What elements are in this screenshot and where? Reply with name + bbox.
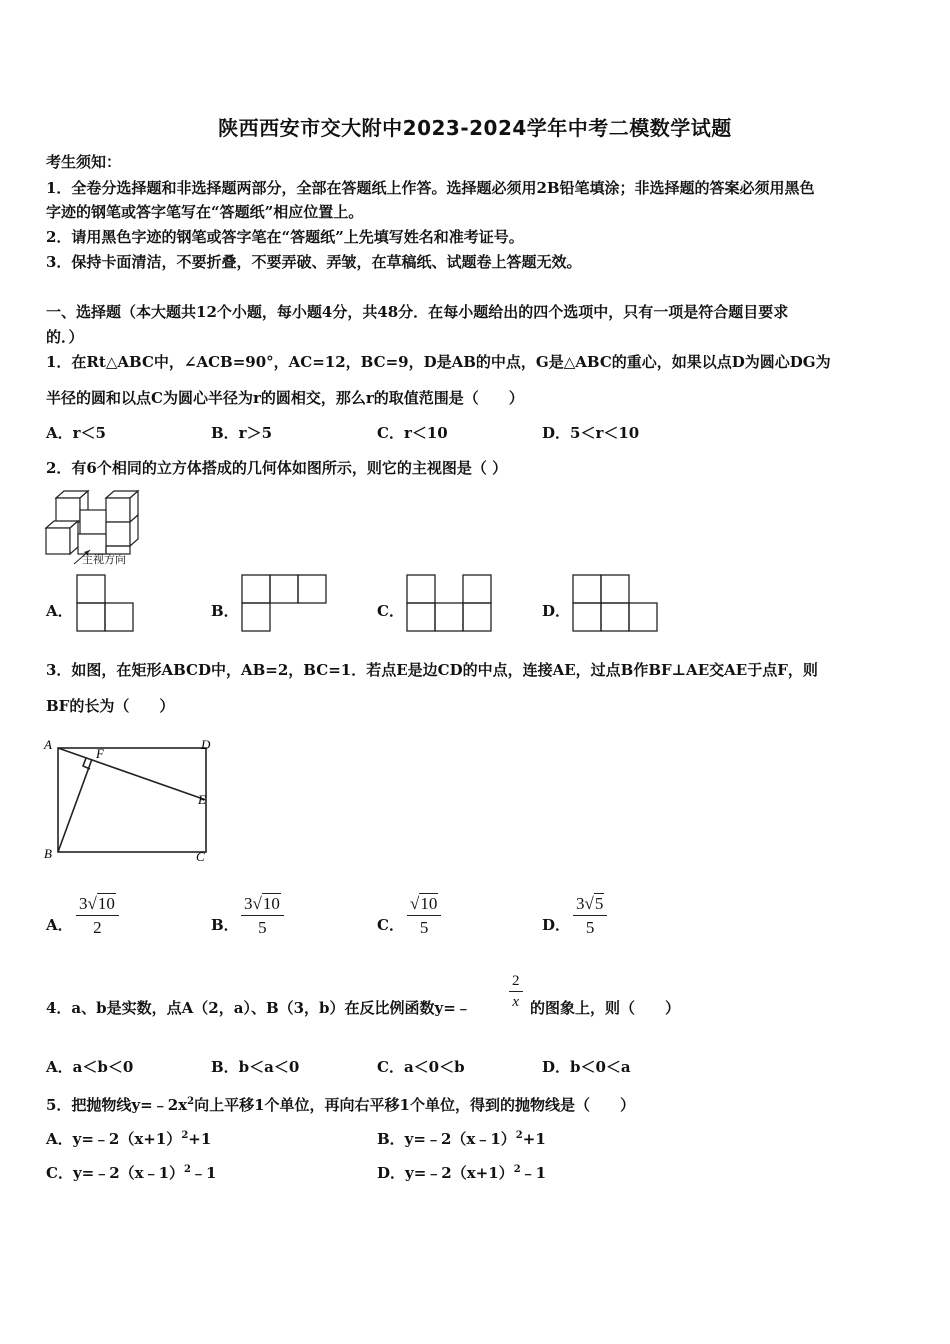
notice-line-1a: 1．全卷分选择题和非选择题两部分，全部在答题纸上作答。选择题必须用2B铅笔填涂；非选择题的答案必须用黑色	[46, 179, 815, 197]
q3-label-a: A	[44, 737, 52, 752]
notice-heading: 考生须知：	[46, 153, 122, 171]
q1-option-a: A．r＜5	[46, 424, 106, 442]
q3-stem-b: BF的长为（ ）	[46, 697, 175, 715]
q3-option-d-value: $\frac{3√5}{5}$	[573, 894, 607, 938]
q1-option-b: B．r＞5	[211, 424, 273, 442]
q2-option-b-figure	[241, 574, 331, 634]
q2-option-c-figure	[406, 574, 496, 634]
notice-line-1b: 字迹的钢笔或答字笔写在“答题纸”相应位置上。	[46, 203, 364, 221]
q4-stem-a: 4．a、b是实数，点A（2，a）、B（3，b）在反比例函数y=﹣	[46, 999, 471, 1017]
q5-option-b: B．y=﹣2（x﹣1）$^2$+1	[377, 1130, 546, 1148]
q5-option-a: A．$y=﹣2(x+1)^2+1$	[46, 1130, 212, 1148]
q2-option-d-figure	[572, 574, 662, 634]
q4-stem-b: 的图象上，则（ ）	[530, 999, 681, 1017]
q3-label-f: F	[96, 746, 104, 761]
page-title: 陕西西安市交大附中2023-2024学年中考二模数学试题	[218, 116, 732, 140]
q3-option-a-label: A．	[46, 916, 73, 934]
q3-option-b-label: B．	[211, 916, 239, 934]
q4-option-a: A．a＜b＜0	[46, 1058, 134, 1076]
q3-option-c-value: $\frac{√10}{5}$	[407, 894, 441, 938]
q2-stem: 2．有6个相同的立方体搭成的几何体如图所示，则它的主视图是（ ）	[46, 459, 508, 477]
q1-stem-b: 半径的圆和以点C为圆心半径为r的圆相交，那么r的取值范围是（ ）	[46, 389, 524, 407]
q3-option-a-value: $\frac{3√10}{2}$	[76, 894, 119, 938]
q3-stem-a: 3．如图，在矩形ABCD中，AB=2，BC=1．若点E是边CD的中点，连接AE，过点B作BF⊥AE交AE于点F，则	[46, 661, 818, 679]
q2-option-c-label: C．	[377, 602, 404, 620]
section-heading-b: 的．）	[46, 328, 84, 346]
q3-option-c-label: C．	[377, 916, 404, 934]
q3-option-b-value: $\frac{3√10}{5}$	[241, 894, 284, 938]
q4-option-d: D．b＜0＜a	[542, 1058, 631, 1076]
q3-label-e: E	[198, 792, 206, 807]
q4-option-b: B．b＜a＜0	[211, 1058, 300, 1076]
q4-option-c: C．a＜0＜b	[377, 1058, 465, 1076]
q2-option-a-label: A．	[46, 602, 73, 620]
q2-option-a-figure	[76, 574, 136, 634]
q1-option-c: C．r＜10	[377, 424, 448, 442]
q3-label-b: B	[44, 846, 52, 861]
notice-line-2: 2．请用黑色字迹的钢笔或答字笔在“答题纸”上先填写姓名和准考证号。	[46, 228, 524, 246]
q3-label-d: D	[201, 737, 211, 752]
q1-option-d: D．5＜r＜10	[542, 424, 640, 442]
q3-rectangle-figure	[40, 732, 220, 867]
q2-figure-caption: 主视方向	[82, 553, 126, 566]
q5-option-c: C．y=﹣2（x﹣1）$^2$﹣1	[46, 1164, 217, 1182]
q2-option-d-label: D．	[542, 602, 571, 620]
notice-line-3: 3．保持卡面清洁，不要折叠，不要弄破、弄皱，在草稿纸、试题卷上答题无效。	[46, 253, 582, 271]
q1-stem-a: 1．在Rt△ABC中，∠ACB=90°，AC=12，BC=9，D是AB的中点，G是△ABC的重心，如果以点D为圆心DG为	[46, 353, 831, 371]
q3-label-c: C	[196, 849, 205, 864]
q2-option-b-label: B．	[211, 602, 239, 620]
section-heading-a: 一、选择题（本大题共12个小题，每小题4分，共48分．在每小题给出的四个选项中，只有一项是符合题目要求	[46, 303, 789, 321]
q4-fraction: $\frac{2}{x}$	[509, 973, 523, 1011]
q3-option-d-label: D．	[542, 916, 571, 934]
q5-option-d: D．$y=﹣2(x+1)^2﹣1$	[377, 1164, 547, 1182]
q5-stem: 5．把抛物线$y=﹣2x^2$向上平移1个单位，再向右平移1个单位，得到的抛物线是（ ）	[46, 1096, 635, 1114]
